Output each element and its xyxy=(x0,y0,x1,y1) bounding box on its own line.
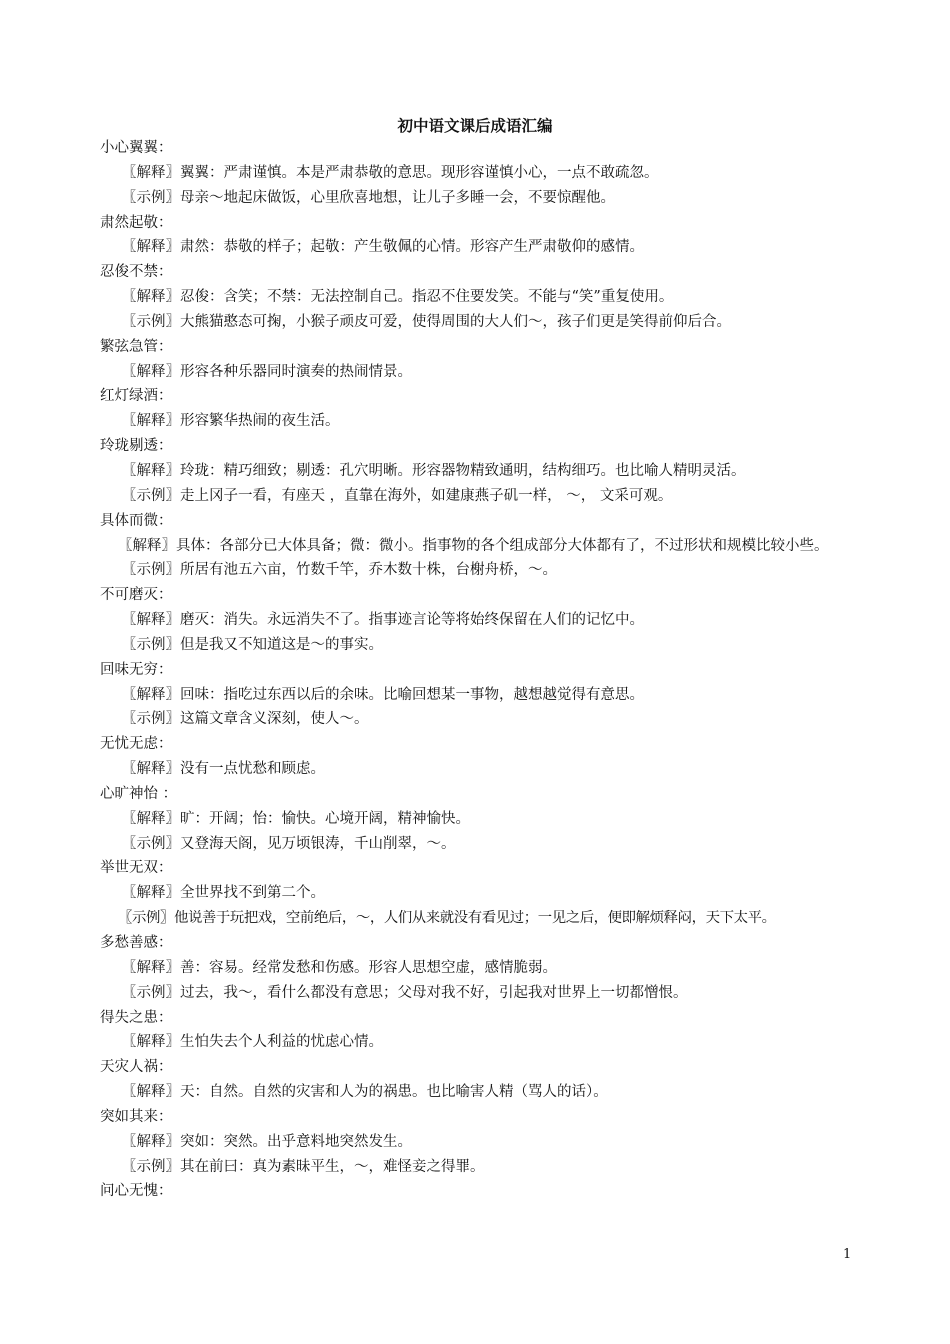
idiom-explanation: 〖解释〗翼翼：严肃谨慎。本是严肃恭敬的意思。现形容谨慎小心，一点不敢疏忽。 xyxy=(122,164,659,181)
idiom-explanation: 〖解释〗善：容易。经常发愁和伤感。形容人思想空虚，感情脆弱。 xyxy=(122,959,557,976)
idiom-heading: 突如其来： xyxy=(100,1108,173,1125)
idiom-explanation: 〖解释〗旷：开阔；怡：愉快。心境开阔，精神愉快。 xyxy=(122,810,470,827)
idiom-explanation: 〖解释〗突如：突然。出乎意料地突然发生。 xyxy=(122,1133,412,1150)
idiom-example: 〖示例〗大熊猫憨态可掬，小猴子顽皮可爱，使得周围的大人们～，孩子们更是笑得前仰后合。 xyxy=(122,313,731,330)
idiom-heading: 具体而微： xyxy=(100,512,173,529)
idiom-example: 〖示例〗但是我又不知道这是～的事实。 xyxy=(122,636,383,653)
idiom-example: 〖示例〗其在前曰：真为素昧平生，～，难怪妾之得罪。 xyxy=(122,1158,485,1175)
idiom-heading: 天灾人祸： xyxy=(100,1059,173,1076)
idiom-heading: 多愁善感： xyxy=(100,935,173,951)
idiom-explanation: 〖解释〗形容各种乐器同时演奏的热闹情景。 xyxy=(122,363,412,380)
idiom-explanation: 〖解释〗没有一点忧愁和顾虑。 xyxy=(122,761,325,778)
idiom-list xyxy=(100,136,860,1204)
idiom-heading: 举世无双： xyxy=(100,860,173,877)
idiom-example: 〖示例〗走上冈子一看，有座天 ，直靠在海外，如建康燕子矶一样， ～， 文采可观。 xyxy=(122,487,673,504)
idiom-heading: 繁弦急管： xyxy=(100,338,173,355)
idiom-heading: 无忧无虑： xyxy=(100,736,173,753)
idiom-heading: 小心翼翼： xyxy=(100,140,173,156)
idiom-heading: 得失之患： xyxy=(100,1009,173,1026)
idiom-explanation: 〖解释〗天：自然。自然的灾害和人为的祸患。也比喻害人精（骂人的话）。 xyxy=(122,1084,608,1101)
idiom-explanation: 〖解释〗生怕失去个人利益的忧虑心情。 xyxy=(122,1034,383,1051)
idiom-example: 〖示例〗他说善于玩把戏，空前绝后，～，人们从来就没有看见过；一见之后，便即解烦释闷，天下太平。 xyxy=(118,910,776,927)
idiom-heading: 心旷神怡 ： xyxy=(100,785,178,802)
idiom-heading: 玲珑剔透： xyxy=(100,438,173,455)
idiom-example: 〖示例〗母亲～地起床做饭，心里欣喜地想，让儿子多睡一会，不要惊醒他。 xyxy=(122,189,615,206)
idiom-example: 〖示例〗这篇文章含义深刻，使人～。 xyxy=(122,711,369,728)
idiom-explanation: 〖解释〗忍俊：含笑；不禁：无法控制自己。指忍不住要发笑。不能与“笑”重复使用。 xyxy=(122,289,674,306)
idiom-explanation: 〖解释〗磨灭：消失。永远消失不了。指事迹言论等将始终保留在人们的记忆中。 xyxy=(122,612,644,629)
idiom-explanation: 〖解释〗全世界找不到第二个。 xyxy=(122,885,325,902)
idiom-heading: 肃然起敬： xyxy=(100,214,173,231)
idiom-example: 〖示例〗过去，我～，看什么都没有意思；父母对我不好，引起我对世界上一切都憎恨。 xyxy=(122,984,688,1001)
idiom-heading: 不可磨灭： xyxy=(100,587,173,604)
idiom-heading: 忍俊不禁： xyxy=(100,264,173,281)
idiom-explanation: 〖解释〗具体：各部分已大体具备；微：微小。指事物的各个组成部分大体都有了，不过形状和规模比较小些。 xyxy=(118,537,829,554)
idiom-heading: 回味无穷： xyxy=(100,661,173,678)
idiom-explanation: 〖解释〗玲珑：精巧细致；剔透：孔穴明晰。形容器物精致通明，结构细巧。也比喻人精明灵活。 xyxy=(122,462,746,479)
idiom-heading: 红灯绿酒： xyxy=(100,388,173,405)
idiom-explanation: 〖解释〗肃然：恭敬的样子；起敬：产生敬佩的心情。形容产生严肃敬仰的感情。 xyxy=(122,239,644,256)
idiom-explanation: 〖解释〗回味：指吃过东西以后的余味。比喻回想某一事物，越想越觉得有意思。 xyxy=(122,686,644,703)
page-title: 初中语文课后成语汇编 xyxy=(397,116,553,135)
idiom-example: 〖示例〗又登海天阁，见万顷银涛，千山削翠，～。 xyxy=(122,835,456,852)
idiom-example: 〖示例〗所居有池五六亩，竹数千竿，乔木数十株，台榭舟桥，～。 xyxy=(122,562,557,579)
idiom-heading: 问心无愧： xyxy=(100,1183,173,1200)
idiom-explanation: 〖解释〗形容繁华热闹的夜生活。 xyxy=(122,413,340,430)
page-number: 1 xyxy=(843,1247,852,1262)
